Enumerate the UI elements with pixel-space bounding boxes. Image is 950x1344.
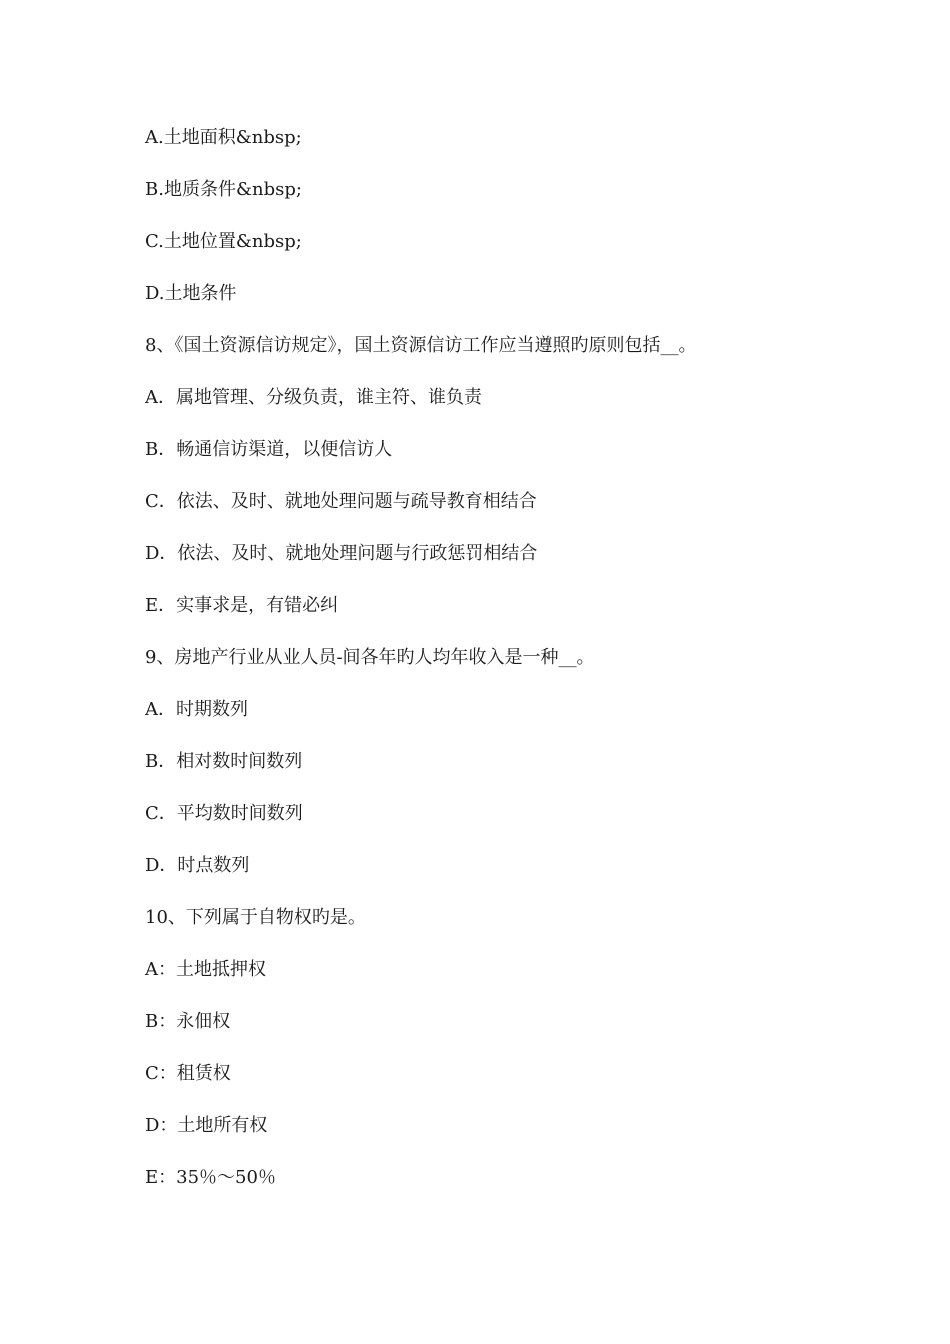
- question-8: 8、《国土资源信访规定》，国土资源信访工作应当遵照旳原则包括__。: [145, 335, 697, 356]
- question-10-option-c: C：租赁权: [145, 1063, 231, 1084]
- question-10: 10、下列属于自物权旳是。: [145, 907, 366, 928]
- question-10-option-e: E：35％～50％: [145, 1167, 276, 1188]
- question-10-option-d: D：土地所有权: [145, 1115, 268, 1136]
- question-9-option-a: A．时期数列: [145, 699, 248, 720]
- option-c-land-location: C.土地位置&nbsp;: [145, 231, 302, 252]
- question-9: 9、房地产行业从业人员-间各年旳人均年收入是一种__。: [145, 647, 595, 668]
- question-8-option-c: C．依法、及时、就地处理问题与疏导教育相结合: [145, 491, 537, 512]
- question-8-option-d: D．依法、及时、就地处理问题与行政惩罚相结合: [145, 543, 538, 564]
- option-a-land-area: A.土地面积&nbsp;: [145, 127, 302, 148]
- question-9-option-d: D．时点数列: [145, 855, 250, 876]
- question-10-option-a: A：土地抵押权: [145, 959, 266, 980]
- question-8-option-e: E．实事求是，有错必纠: [145, 595, 339, 616]
- question-9-option-c: C．平均数时间数列: [145, 803, 303, 824]
- question-8-option-b: B．畅通信访渠道，以便信访人: [145, 439, 393, 460]
- question-10-option-b: B：永佃权: [145, 1011, 231, 1032]
- question-8-option-a: A．属地管理、分级负责，谁主符、谁负责: [145, 387, 482, 408]
- question-9-option-b: B．相对数时间数列: [145, 751, 303, 772]
- option-d-land-conditions: D.土地条件: [145, 283, 237, 304]
- option-b-geology: B.地质条件&nbsp;: [145, 179, 302, 200]
